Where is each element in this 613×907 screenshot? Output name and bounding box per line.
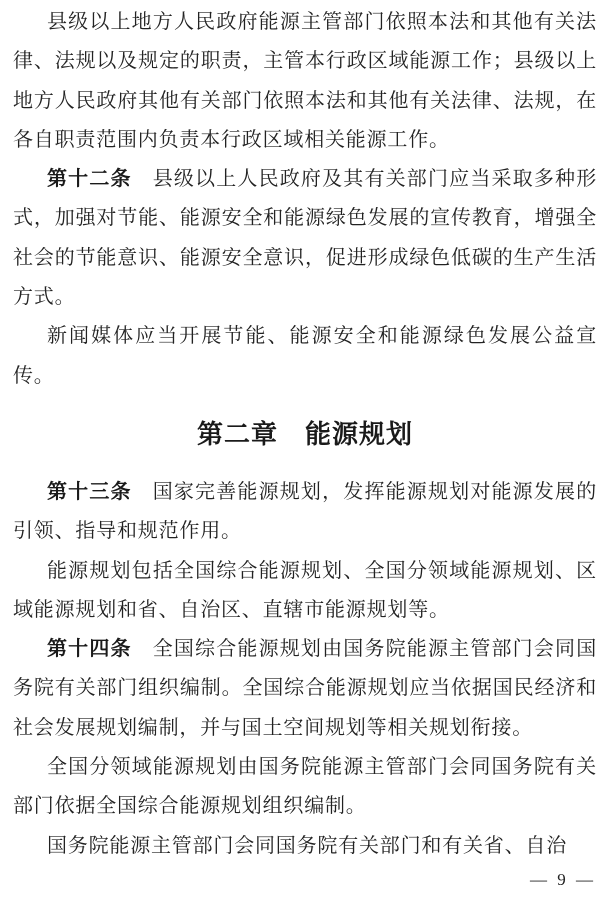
article-number: 第十三条 bbox=[47, 480, 132, 503]
body-paragraph bbox=[13, 160, 597, 317]
paragraph-text: 国家完善能源规划，发挥能源规划对能源发展的引领、指导和规范作用。 bbox=[13, 480, 597, 543]
body-paragraph bbox=[13, 748, 597, 827]
paragraph-text: 县级以上人民政府及其有关部门应当采取多种形式，加强对节能、能源安全和能源绿色发展的宣传教育，增强全社会的节能意识、能源安全意识，促进形成绿色低碳的生产生活方式。 bbox=[13, 168, 597, 309]
page-footer bbox=[13, 868, 597, 892]
body-paragraph bbox=[13, 317, 597, 396]
paragraph-text: 全国分领域能源规划由国务院能源主管部门会同国务院有关部门依据全国综合能源规划组织编制。 bbox=[13, 756, 597, 818]
body-paragraph bbox=[13, 552, 597, 631]
paragraph-text: 县级以上地方人民政府能源主管部门依照本法和其他有关法律、法规以及规定的职责，主管本行政区域能源工作；县级以上地方人民政府其他有关部门依照本法和其他有关法律、法规，在各自职责范围内负责本行政区域相关能源工作。 bbox=[13, 11, 597, 151]
body-paragraph bbox=[13, 827, 597, 866]
paragraph-text: 全国综合能源规划由国务院能源主管部门会同国务院有关部门组织编制。全国综合能源规划应当依据国民经济和社会发展规划编制，并与国土空间规划等相关规划衔接。 bbox=[13, 638, 597, 739]
body-paragraph bbox=[13, 473, 597, 552]
paragraph-text: 国务院能源主管部门会同国务院有关部门和有关省、自治 bbox=[47, 834, 567, 857]
paragraph-text: 新闻媒体应当开展节能、能源安全和能源绿色发展公益宣传。 bbox=[13, 325, 597, 387]
article-number: 第十四条 bbox=[47, 638, 132, 661]
paragraph-text: 能源规划包括全国综合能源规划、全国分领域能源规划、区域能源规划和省、自治区、直辖市能源规划等。 bbox=[13, 559, 597, 621]
body-paragraph bbox=[13, 630, 597, 748]
page-number: — 9 — bbox=[530, 869, 593, 889]
body-paragraph bbox=[13, 3, 597, 160]
article-number: 第十二条 bbox=[47, 168, 132, 191]
chapter-heading: 第二章 能源规划 bbox=[196, 418, 413, 449]
